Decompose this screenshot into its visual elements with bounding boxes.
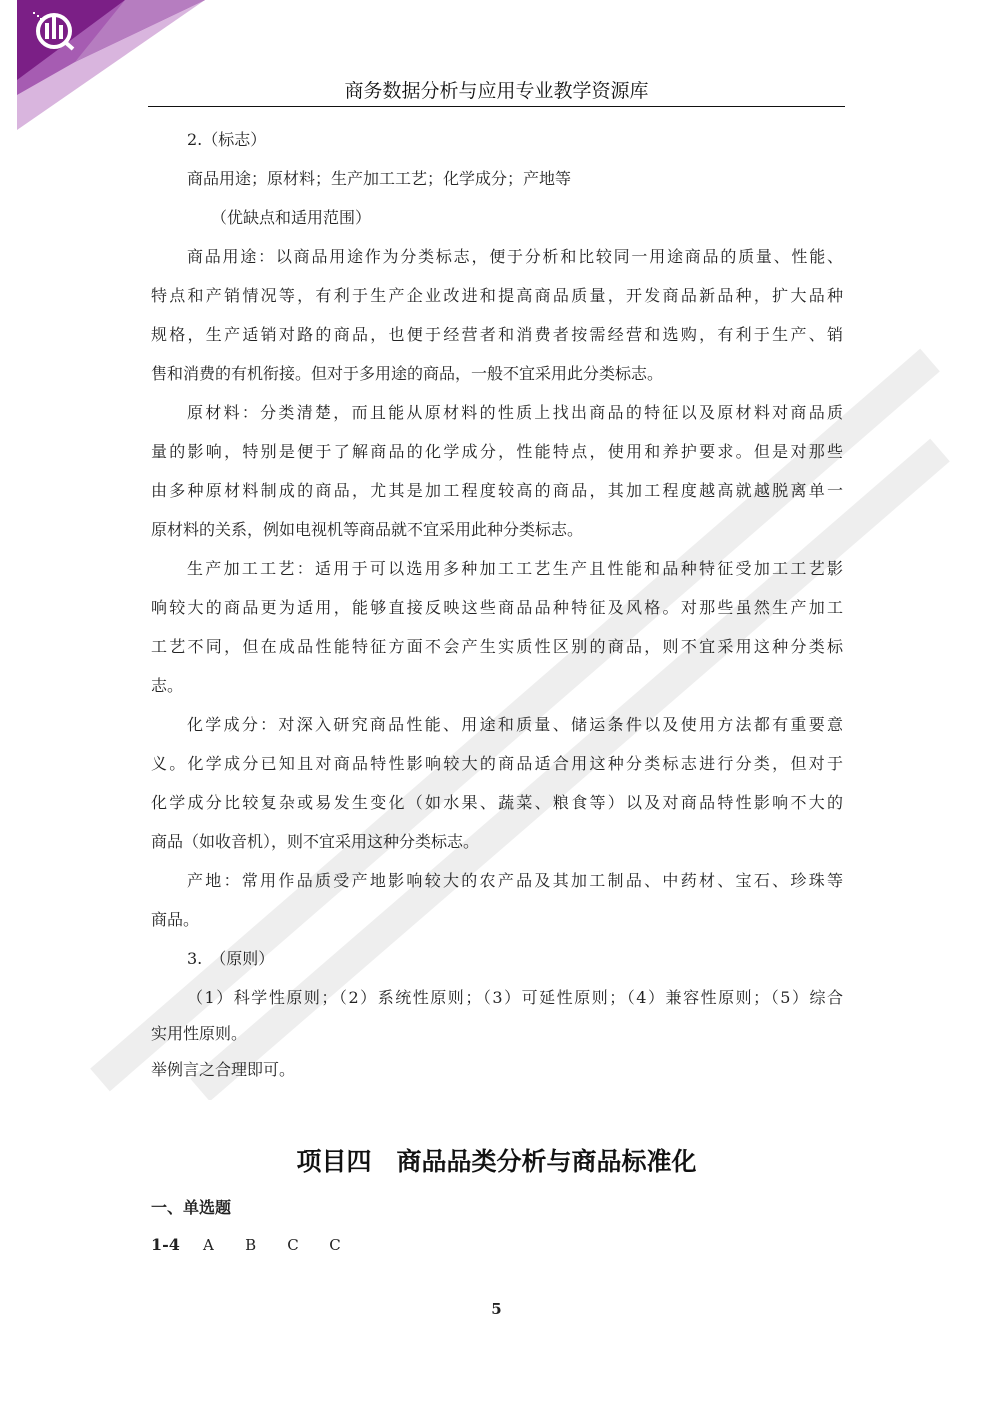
- text-line: 化学成分比较复杂或易发生变化（如水果、蔬菜、粮食等）以及对商品特性影响不大的: [151, 793, 843, 812]
- text-line: 化学成分：对深入研究商品性能、用途和质量、储运条件以及使用方法都有重要意: [187, 715, 843, 734]
- answer: C: [329, 1236, 341, 1254]
- text-line: 售和消费的有机衔接。但对于多用途的商品，一般不宜采用此分类标志。: [151, 364, 664, 383]
- text-line: 2.（标志）: [187, 130, 267, 149]
- answer: A: [203, 1236, 214, 1254]
- text-line: 志。: [151, 676, 184, 695]
- text-line: 商品。: [151, 910, 200, 929]
- header-corner-decoration: [0, 0, 260, 140]
- text-line: （优缺点和适用范围）: [211, 208, 372, 227]
- document-body: [151, 120, 843, 1089]
- text-line: 由多种原材料制成的商品，尤其是加工程度较高的商品，其加工程度越高就越脱离单一: [151, 481, 843, 500]
- text-line: 生产加工工艺：适用于可以选用多种加工工艺生产且性能和品种特征受加工工艺影: [187, 559, 843, 578]
- page-number: 5: [491, 1300, 502, 1318]
- text-line: 举例言之合理即可。: [151, 1060, 296, 1079]
- header-title: 商务数据分析与应用专业教学资源库: [344, 80, 649, 102]
- text-line: 实用性原则。: [151, 1024, 248, 1043]
- text-line: 商品用途；原材料；生产加工工艺；化学成分；产地等: [187, 169, 572, 188]
- header-divider: [148, 106, 845, 107]
- text-line: 义。化学成分已知且对商品特性影响较大的商品适合用这种分类标志进行分类，但对于: [151, 754, 843, 773]
- text-line: 商品用途：以商品用途作为分类标志，便于分析和比较同一用途商品的质量、性能、: [187, 247, 843, 266]
- section-heading: 一、单选题: [151, 1198, 232, 1217]
- text-line: 3. （原则）: [187, 949, 275, 968]
- text-line: 响较大的商品更为适用，能够直接反映这些商品品种特征及风格。对那些虽然生产加工: [151, 598, 843, 617]
- answer-row: [151, 1235, 366, 1254]
- text-line: 工艺不同，但在成品性能特征方面不会产生实质性区别的商品，则不宜采用这种分类标: [151, 637, 843, 656]
- text-line: 商品（如收音机），则不宜采用这种分类标志。: [151, 832, 480, 851]
- answer: B: [245, 1236, 257, 1254]
- text-line: 产地：常用作品质受产地影响较大的农产品及其加工制品、中药材、宝石、珍珠等: [187, 871, 843, 890]
- text-line: 原材料的关系，例如电视机等商品就不宜采用此种分类标志。: [151, 520, 584, 539]
- text-line: 特点和产销情况等，有利于生产企业改进和提高商品质量，开发商品新品种，扩大品种: [151, 286, 843, 305]
- text-line: 原材料：分类清楚，而且能从原材料的性质上找出商品的特征以及原材料对商品质: [187, 403, 843, 422]
- text-line: 量的影响，特别是便于了解商品的化学成分，性能特点，使用和养护要求。但是对那些: [151, 442, 843, 461]
- text-line: 规格，生产适销对路的商品，也便于经营者和消费者按需经营和选购，有利于生产、销: [151, 325, 843, 344]
- chapter-title: 项目四 商品品类分析与商品标准化: [296, 1147, 697, 1176]
- text-line: （1）科学性原则；（2）系统性原则；（3）可延性原则；（4）兼容性原则；（5）综合: [187, 988, 843, 1007]
- answer: C: [287, 1236, 299, 1254]
- answer-range: 1-4: [151, 1235, 180, 1254]
